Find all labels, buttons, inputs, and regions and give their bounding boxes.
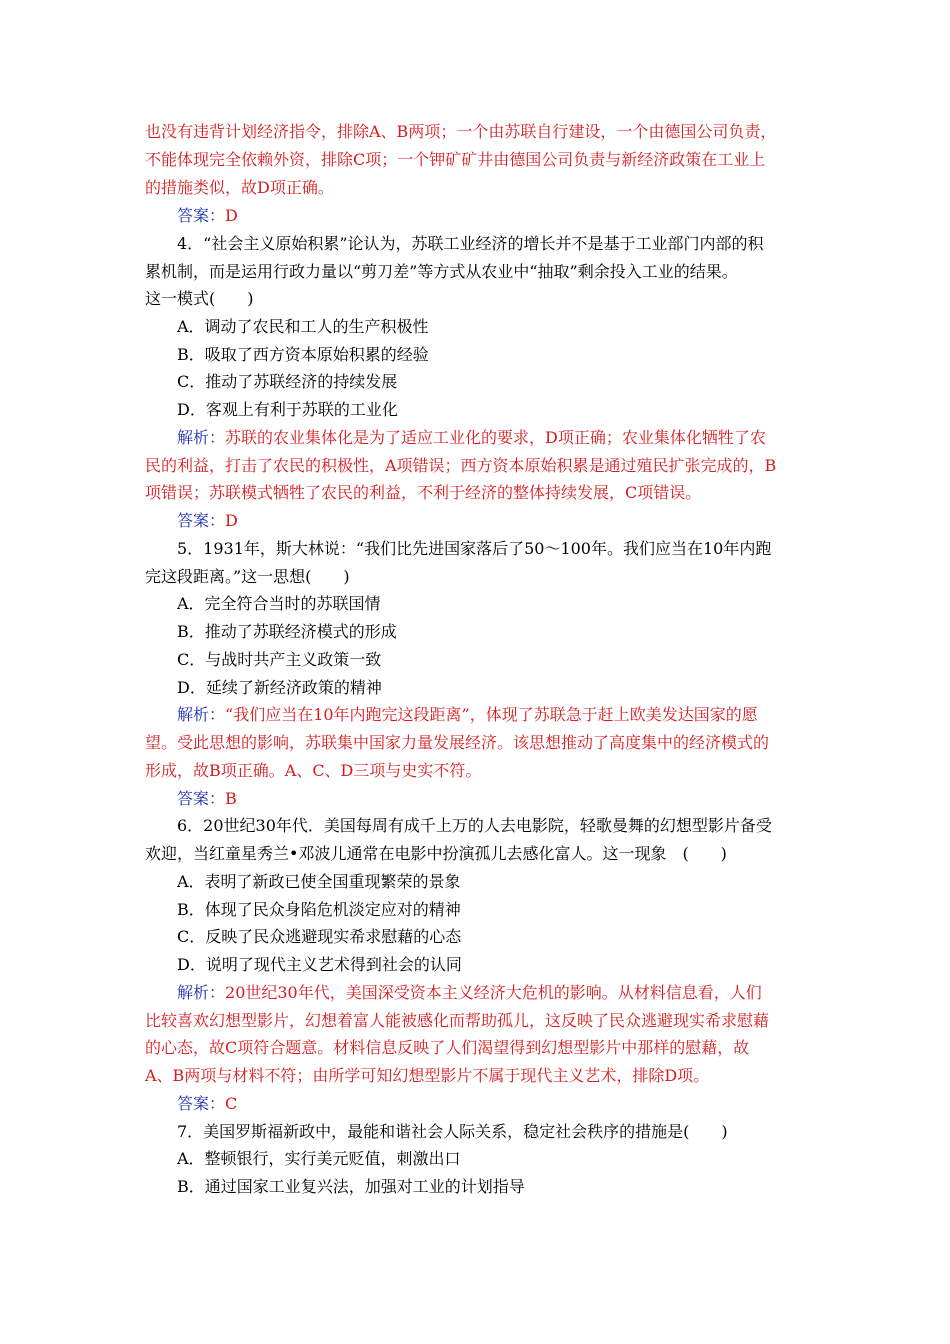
analysis-label: 解析： [177,983,226,1002]
q3-analysis-line: 也没有违背计划经济指令，排除A、B两项；一个由苏联自行建设，一个由德国公司负责， [145,122,777,141]
q3-answer [177,202,805,230]
answer-label: 答案： [177,511,226,530]
q4-analysis-line [177,424,805,452]
answer-value: D [225,511,238,530]
q5-analysis-line: 形成，故B项正确。A、C、D三项与史实不符。 [145,761,482,780]
q4-stem-line: 累机制，而是运用行政力量以“剪刀差”等方式从农业中“抽取”剩余投入工业的结果。 [145,262,738,281]
q6-answer [177,1090,805,1118]
answer-value: D [225,206,238,225]
q3-analysis-line: 的措施类似，故D项正确。 [145,178,334,197]
answer-value: C [225,1094,238,1113]
q4-stem-line: 这一模式( ) [145,289,254,308]
q6-option-b: B．体现了民众身陷危机淡定应对的精神 [177,900,461,919]
q5-option-d: D．延续了新经济政策的精神 [177,678,382,697]
q4-option-b: B．吸取了西方资本原始积累的经验 [177,345,429,364]
q6-analysis-line: 比较喜欢幻想型影片，幻想着富人能被感化而帮助孤儿，这反映了民众逃避现实希求慰藉 [145,1011,770,1030]
answer-value: B [225,789,237,808]
q6-stem-line: 6．20世纪30年代．美国每周有成千上万的人去电影院，轻歌曼舞的幻想型影片备受 [177,816,772,835]
q4-stem-line: 4．“社会主义原始积累”论认为，苏联工业经济的增长并不是基于工业部门内部的积 [177,234,764,253]
q5-stem-line: 完这段距离。”这一思想( ) [145,567,350,586]
q7-option-b: B．通过国家工业复兴法，加强对工业的计划指导 [177,1177,525,1196]
q5-analysis-line: 望。受此思想的影响，苏联集中国家力量发展经济。该思想推动了高度集中的经济模式的 [145,733,770,752]
analysis-label: 解析： [177,705,226,724]
q6-analysis-line: 的心态，故C项符合题意。材料信息反映了人们渴望得到幻想型影片中那样的慰藉，故 [145,1038,750,1057]
answer-label: 答案： [177,789,226,808]
q7-option-a: A．整顿银行，实行美元贬值，刺激出口 [177,1149,461,1168]
analysis-text: 20世纪30年代，美国深受资本主义经济大危机的影响。从材料信息看，人们 [225,983,762,1002]
q5-answer [177,785,805,813]
answer-label: 答案： [177,206,226,225]
q6-stem-line: 欢迎，当红童星秀兰•邓波儿通常在电影中扮演孤儿去感化富人。这一现象 ( ) [145,844,727,863]
q5-analysis-line [177,701,805,729]
q4-analysis-line: 民的利益，打击了农民的积极性，A项错误；西方资本原始积累是通过殖民扩张完成的，B [145,456,777,475]
q5-option-b: B．推动了苏联经济模式的形成 [177,622,397,641]
q5-stem-line: 5．1931年，斯大林说：“我们比先进国家落后了50～100年。我们应当在10年内跑 [177,539,772,558]
analysis-text: “我们应当在10年内跑完这段距离”，体现了苏联急于赶上欧美发达国家的愿 [225,705,758,724]
analysis-label: 解析： [177,428,226,447]
q6-option-c: C．反映了民众逃避现实希求慰藉的心态 [177,927,462,946]
analysis-text: 苏联的农业集体化是为了适应工业化的要求，D项正确；农业集体化牺牲了农 [225,428,766,447]
answer-label: 答案： [177,1094,226,1113]
q4-option-c: C．推动了苏联经济的持续发展 [177,372,398,391]
q6-option-d: D．说明了现代主义艺术得到社会的认同 [177,955,462,974]
q7-stem-line: 7．美国罗斯福新政中，最能和谐社会人际关系，稳定社会秩序的措施是( ) [177,1122,728,1141]
q6-option-a: A．表明了新政已使全国重现繁荣的景象 [177,872,461,891]
q5-option-c: C．与战时共产主义政策一致 [177,650,382,669]
q5-option-a: A．完全符合当时的苏联国情 [177,594,381,613]
q3-analysis-line: 不能体现完全依赖外资，排除C项；一个钾矿矿井由德国公司负责与新经济政策在工业上 [145,150,766,169]
q6-analysis-line [177,979,805,1007]
q4-answer [177,507,805,535]
q6-analysis-line: A、B两项与材料不符；由所学可知幻想型影片不属于现代主义艺术，排除D项。 [145,1066,710,1085]
q4-option-d: D．客观上有利于苏联的工业化 [177,400,398,419]
q4-option-a: A．调动了农民和工人的生产积极性 [177,317,429,336]
q4-analysis-line: 项错误；苏联模式牺牲了农民的利益，不利于经济的整体持续发展，C项错误。 [145,483,702,502]
